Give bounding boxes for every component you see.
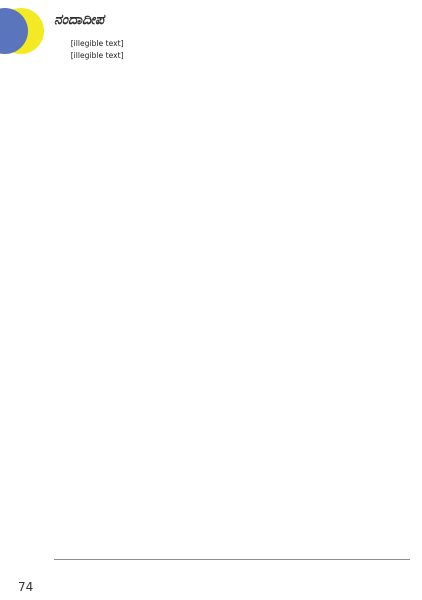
header-emblem-icon <box>0 0 48 64</box>
footer-divider <box>54 559 410 560</box>
body-paragraph: [illegible text] <box>70 39 124 48</box>
page-header-title: ನಂದಾದೀಪ <box>54 12 105 28</box>
body-paragraph: [illegible text] <box>70 51 124 61</box>
page-number: 74 <box>18 580 34 594</box>
article-body <box>54 38 410 548</box>
